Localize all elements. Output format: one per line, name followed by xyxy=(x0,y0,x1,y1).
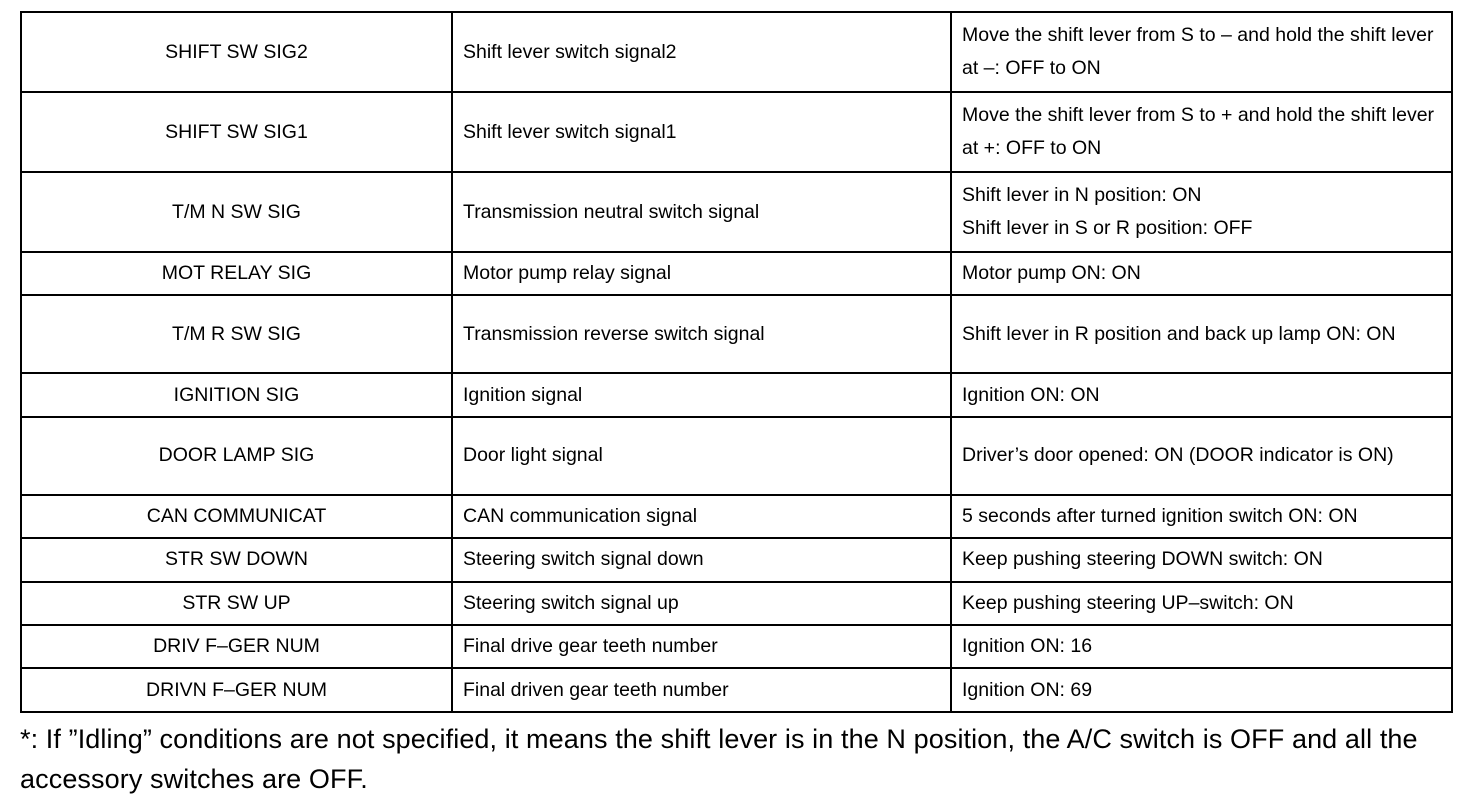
description-cell: Motor pump relay signal xyxy=(452,252,951,295)
item-cell: T/M N SW SIG xyxy=(21,172,452,252)
condition-cell: Ignition ON: 69 xyxy=(951,668,1452,711)
description-cell: Steering switch signal up xyxy=(452,582,951,625)
condition-cell: Keep pushing steering DOWN switch: ON xyxy=(951,538,1452,581)
description-cell: Transmission reverse switch signal xyxy=(452,295,951,373)
item-cell: DRIV F–GER NUM xyxy=(21,625,452,668)
condition-line: Shift lever in N position: ON xyxy=(962,184,1202,206)
item-cell: DRIVN F–GER NUM xyxy=(21,668,452,711)
document-page xyxy=(20,11,1451,799)
item-cell: SHIFT SW SIG2 xyxy=(21,12,452,92)
condition-cell xyxy=(951,172,1452,252)
table-row xyxy=(21,582,1452,625)
item-cell: IGNITION SIG xyxy=(21,373,452,416)
table-row xyxy=(21,495,1452,538)
condition-cell: Move the shift lever from S to + and hold the shift lever at +: OFF to ON xyxy=(951,92,1452,172)
table-row xyxy=(21,12,1452,92)
footnote: *: If ”Idling” conditions are not specified, it means the shift lever is in the N position, the A/C switch is OFF and all the accessory switches are OFF. xyxy=(20,723,1418,794)
description-cell: Ignition signal xyxy=(452,373,951,416)
description-cell: Shift lever switch signal1 xyxy=(452,92,951,172)
description-cell: Final drive gear teeth number xyxy=(452,625,951,668)
condition-cell: Driver’s door opened: ON (DOOR indicator is ON) xyxy=(951,417,1452,495)
table-row xyxy=(21,92,1452,172)
item-cell: STR SW DOWN xyxy=(21,538,452,581)
table-row xyxy=(21,668,1452,711)
condition-line: Shift lever in S or R position: OFF xyxy=(962,217,1253,239)
table-row xyxy=(21,538,1452,581)
item-cell: SHIFT SW SIG1 xyxy=(21,92,452,172)
condition-cell: Ignition ON: 16 xyxy=(951,625,1452,668)
description-cell: CAN communication signal xyxy=(452,495,951,538)
table-row xyxy=(21,625,1452,668)
condition-cell: 5 seconds after turned ignition switch ON: ON xyxy=(951,495,1452,538)
condition-cell: Shift lever in R position and back up lamp ON: ON xyxy=(951,295,1452,373)
item-cell: DOOR LAMP SIG xyxy=(21,417,452,495)
description-cell: Final driven gear teeth number xyxy=(452,668,951,711)
condition-cell: Ignition ON: ON xyxy=(951,373,1452,416)
table-row xyxy=(21,172,1452,252)
signal-table xyxy=(20,11,1453,713)
condition-cell: Keep pushing steering UP–switch: ON xyxy=(951,582,1452,625)
condition-cell: Move the shift lever from S to – and hold the shift lever at –: OFF to ON xyxy=(951,12,1452,92)
description-cell: Shift lever switch signal2 xyxy=(452,12,951,92)
table-row xyxy=(21,252,1452,295)
item-cell: T/M R SW SIG xyxy=(21,295,452,373)
table-row xyxy=(21,373,1452,416)
condition-cell: Motor pump ON: ON xyxy=(951,252,1452,295)
table-row xyxy=(21,295,1452,373)
description-cell: Transmission neutral switch signal xyxy=(452,172,951,252)
item-cell: MOT RELAY SIG xyxy=(21,252,452,295)
description-cell: Door light signal xyxy=(452,417,951,495)
item-cell: CAN COMMUNICAT xyxy=(21,495,452,538)
table-row xyxy=(21,417,1452,495)
description-cell: Steering switch signal down xyxy=(452,538,951,581)
item-cell: STR SW UP xyxy=(21,582,452,625)
